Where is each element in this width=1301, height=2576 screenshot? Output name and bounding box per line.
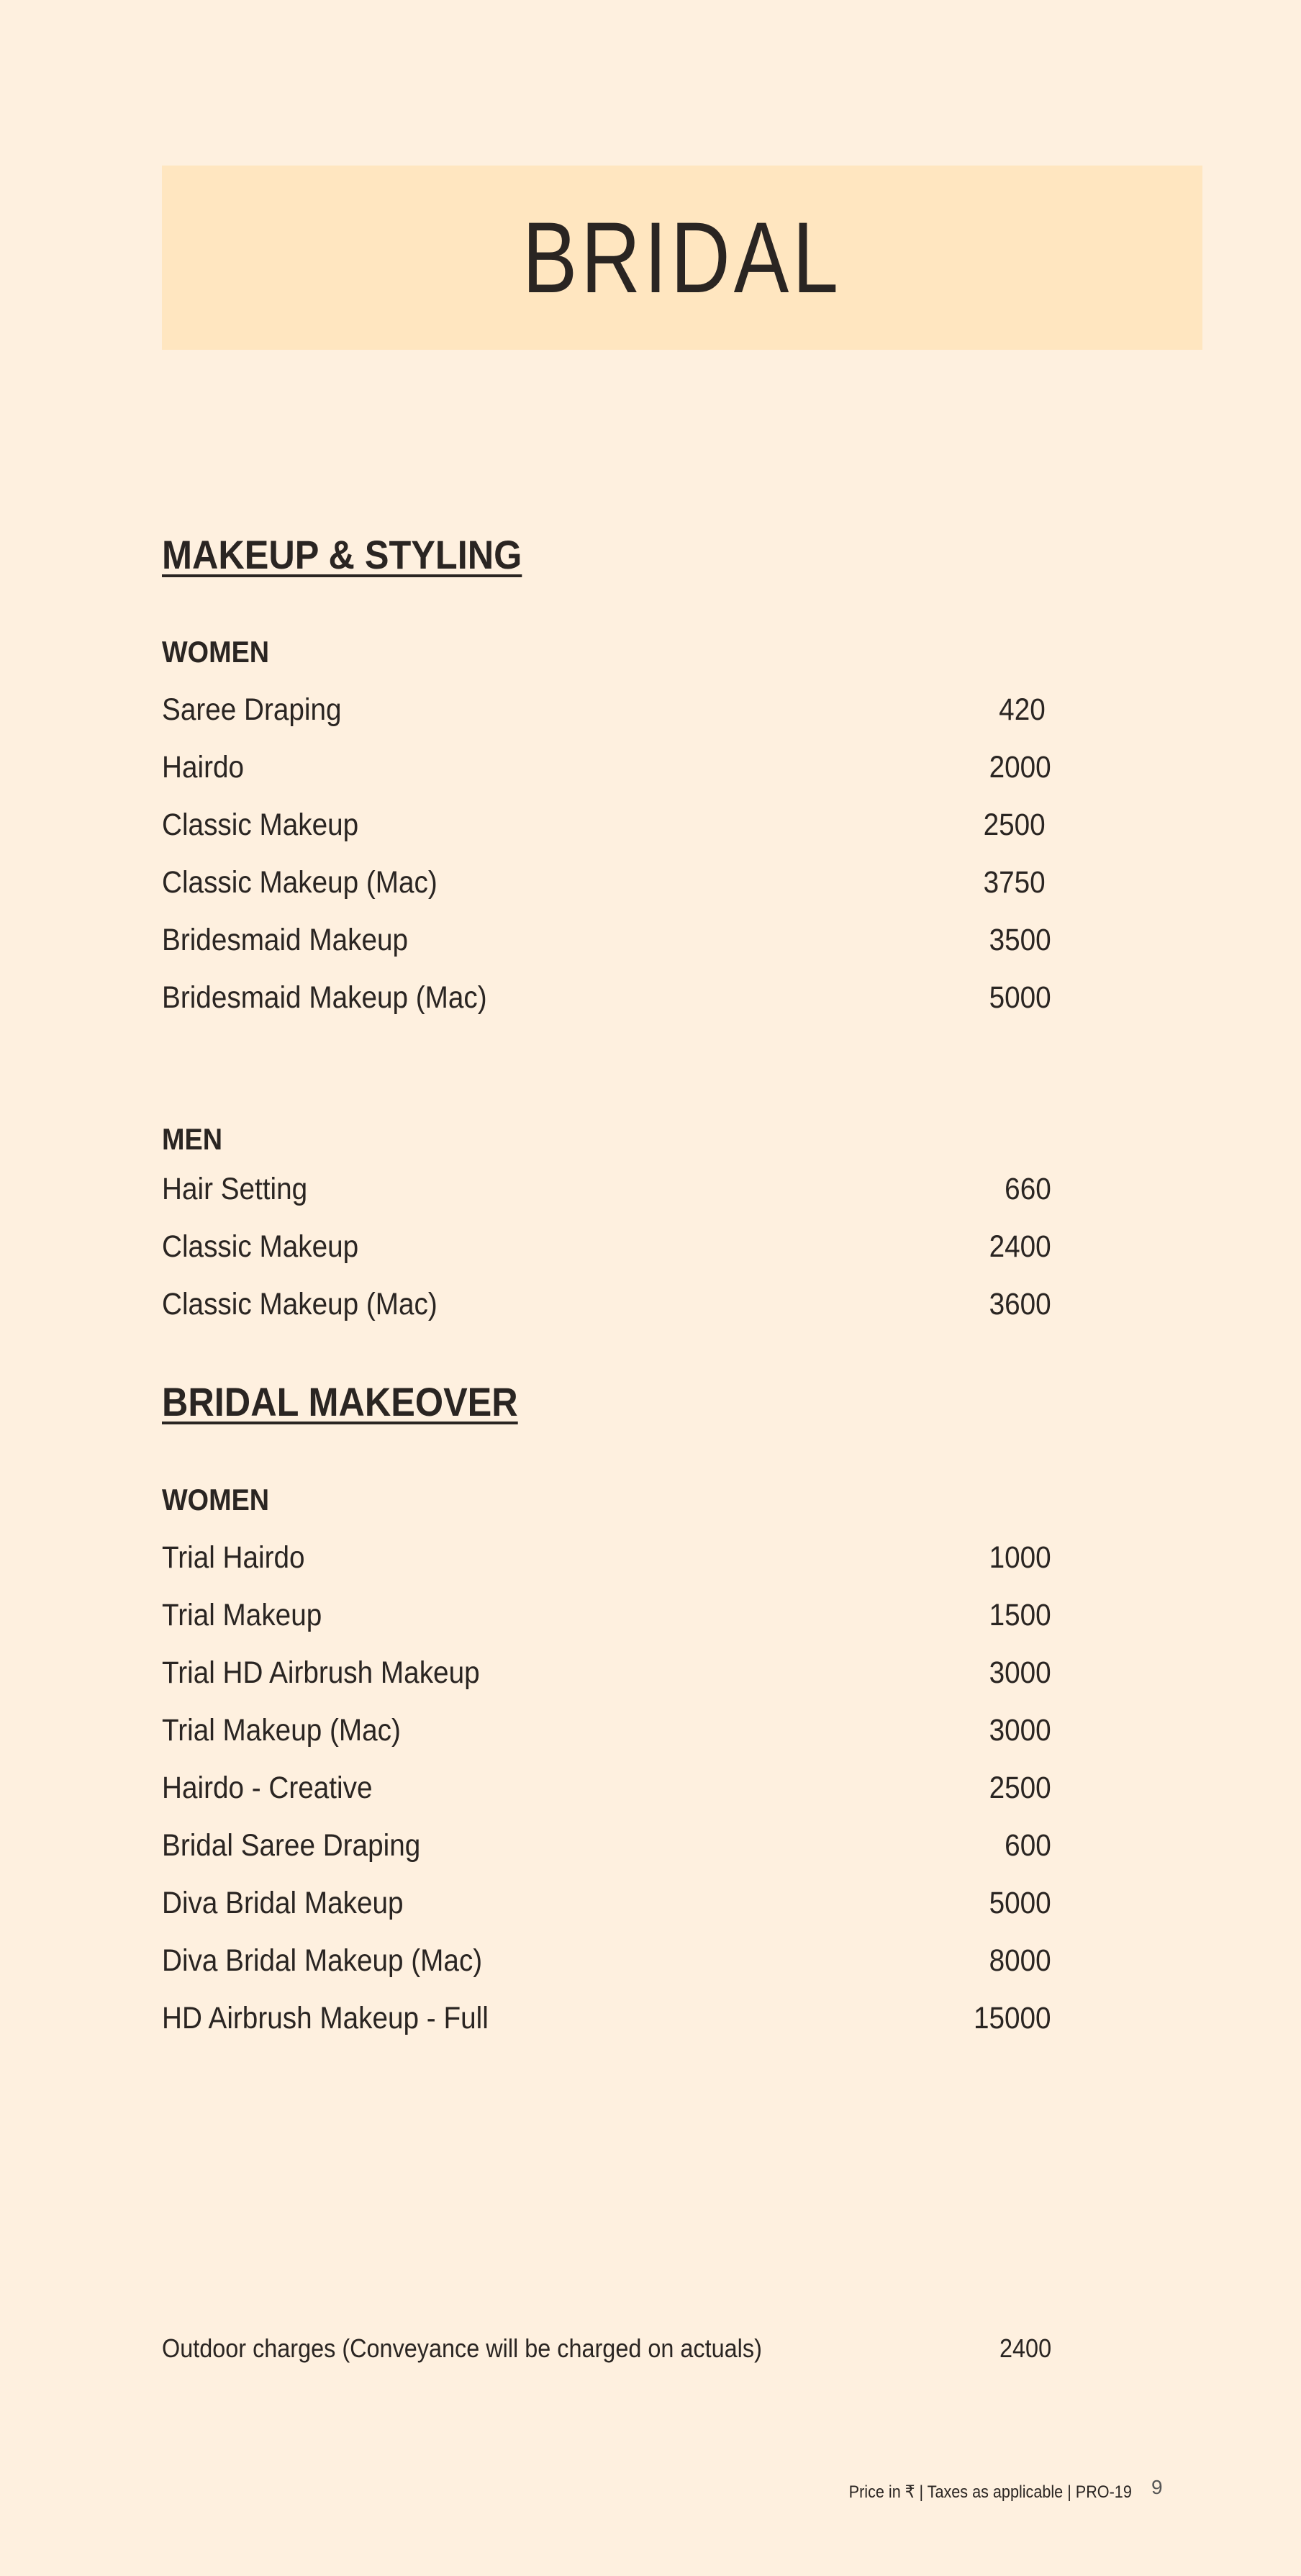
service-name: Classic Makeup (Mac) bbox=[162, 1287, 438, 1321]
service-name: Diva Bridal Makeup (Mac) bbox=[162, 1943, 483, 1978]
service-price: 5000 bbox=[989, 980, 1051, 1015]
service-name: Trial Makeup (Mac) bbox=[162, 1713, 401, 1748]
service-name: Saree Draping bbox=[162, 692, 342, 727]
outdoor-charges-label: Outdoor charges (Conveyance will be charged on actuals) bbox=[162, 2333, 762, 2363]
price-row bbox=[162, 2001, 1051, 2044]
price-row bbox=[162, 1540, 1051, 1583]
group-heading-women: WOMEN bbox=[162, 1483, 270, 1517]
outdoor-charges-row bbox=[162, 2333, 1051, 2369]
service-price: 3000 bbox=[989, 1713, 1051, 1748]
service-price: 2400 bbox=[989, 1229, 1051, 1264]
page-number: 9 bbox=[1151, 2476, 1163, 2498]
service-name: Trial Hairdo bbox=[162, 1540, 305, 1575]
price-row bbox=[162, 808, 1051, 851]
price-row bbox=[162, 1713, 1051, 1756]
price-row bbox=[162, 692, 1051, 736]
footer-note: Price in ₹ | Taxes as applicable | PRO-19 bbox=[848, 2482, 1132, 2502]
service-price: 1000 bbox=[989, 1540, 1051, 1575]
page-title: BRIDAL bbox=[522, 201, 843, 314]
section-heading-makeup-styling: MAKEUP & STYLING bbox=[162, 532, 522, 577]
price-row bbox=[162, 865, 1051, 908]
price-row bbox=[162, 1655, 1051, 1699]
service-name: HD Airbrush Makeup - Full bbox=[162, 2001, 489, 2035]
service-name: Trial HD Airbrush Makeup bbox=[162, 1655, 480, 1690]
service-price: 3500 bbox=[989, 923, 1051, 957]
price-row bbox=[162, 980, 1051, 1023]
service-price: 1500 bbox=[989, 1598, 1051, 1632]
price-row bbox=[162, 1229, 1051, 1273]
service-name: Bridesmaid Makeup bbox=[162, 923, 409, 957]
price-row bbox=[162, 1886, 1051, 1929]
title-banner bbox=[162, 166, 1202, 350]
price-row bbox=[162, 1172, 1051, 1215]
service-price: 3600 bbox=[989, 1287, 1051, 1321]
service-price: 3000 bbox=[989, 1655, 1051, 1690]
price-row bbox=[162, 1771, 1051, 1814]
service-price: 2000 bbox=[989, 750, 1051, 785]
service-name: Bridal Saree Draping bbox=[162, 1828, 421, 1863]
service-name: Classic Makeup bbox=[162, 1229, 359, 1264]
service-price: 8000 bbox=[989, 1943, 1051, 1978]
service-price: 660 bbox=[1005, 1172, 1051, 1206]
service-price: 600 bbox=[1005, 1828, 1051, 1863]
service-name: Hair Setting bbox=[162, 1172, 308, 1206]
section-heading-bridal-makeover: BRIDAL MAKEOVER bbox=[162, 1379, 518, 1424]
service-name: Bridesmaid Makeup (Mac) bbox=[162, 980, 487, 1015]
group-heading-men: MEN bbox=[162, 1122, 223, 1156]
group-heading-women: WOMEN bbox=[162, 635, 270, 669]
service-name: Hairdo bbox=[162, 750, 245, 785]
price-row bbox=[162, 1287, 1051, 1330]
service-price: 2500 bbox=[989, 1771, 1051, 1805]
service-price: 15000 bbox=[974, 2001, 1051, 2035]
service-price: 3750 bbox=[983, 865, 1046, 900]
service-name: Classic Makeup bbox=[162, 808, 359, 842]
price-row bbox=[162, 1943, 1051, 1987]
service-name: Diva Bridal Makeup bbox=[162, 1886, 404, 1920]
service-price: 2500 bbox=[983, 808, 1046, 842]
service-name: Hairdo - Creative bbox=[162, 1771, 373, 1805]
price-row bbox=[162, 750, 1051, 793]
outdoor-charges-price: 2400 bbox=[999, 2333, 1051, 2363]
service-name: Trial Makeup bbox=[162, 1598, 322, 1632]
service-price: 5000 bbox=[989, 1886, 1051, 1920]
price-row bbox=[162, 1598, 1051, 1641]
price-row bbox=[162, 923, 1051, 966]
service-price: 420 bbox=[999, 692, 1046, 727]
service-name: Classic Makeup (Mac) bbox=[162, 865, 438, 900]
price-row bbox=[162, 1828, 1051, 1871]
